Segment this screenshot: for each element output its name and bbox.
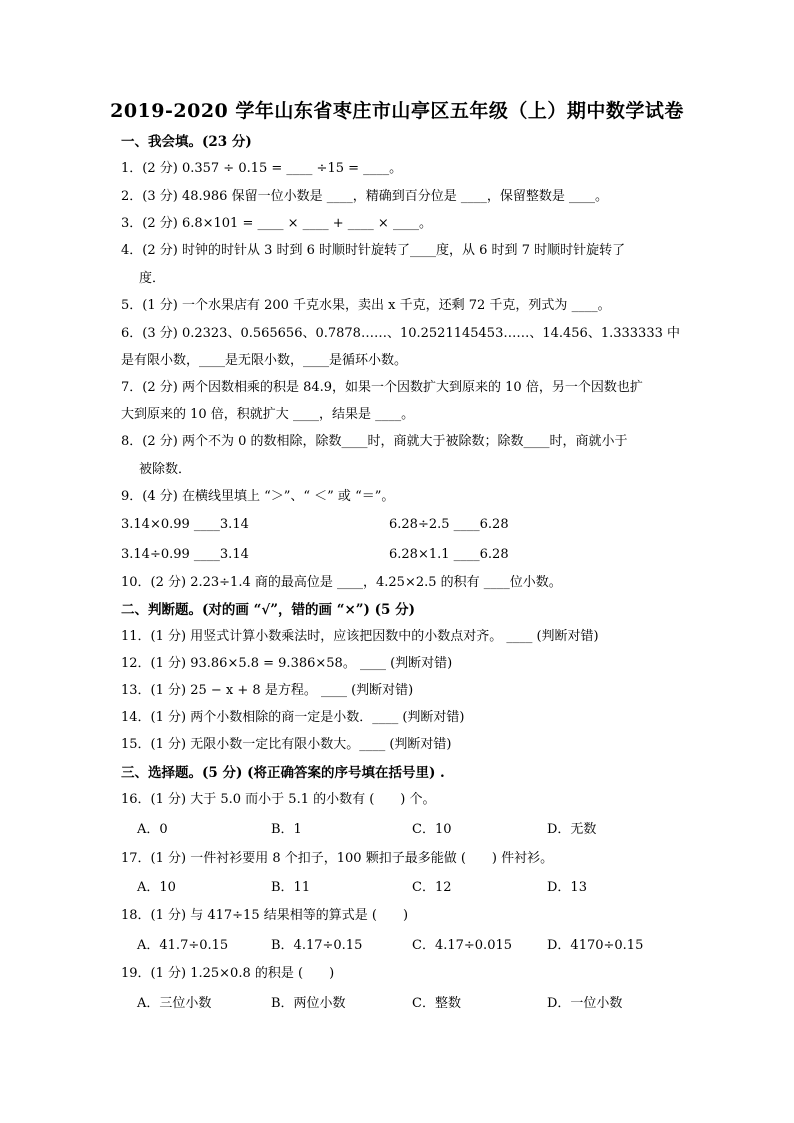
question-15: 15．(1 分) 无限小数一定比有限小数大。____ (判断对错): [121, 737, 452, 752]
question-9-item-2: 6.28÷2.5 ____6.28: [389, 517, 509, 532]
question-5: 5．(1 分) 一个水果店有 200 千克水果，卖出 x 千克，还剩 72 千克，列式为 ____。: [121, 298, 611, 313]
question-16: 16．(1 分) 大于 5.0 而小于 5.1 的小数有 ( ) 个。: [121, 792, 436, 807]
q17-option-d: D．13: [547, 880, 587, 895]
question-13: 13．(1 分) 25 − x + 8 是方程。 ____ (判断对错): [121, 683, 414, 698]
question-9-item-3: 3.14÷0.99 ____3.14: [121, 547, 249, 562]
section-heading-fill: 一、我会填。(23 分): [121, 134, 252, 150]
q18-option-b: B．4.17÷0.15: [271, 938, 363, 953]
exam-title: 2019-2020 学年山东省枣庄市山亭区五年级（上）期中数学试卷: [110, 100, 684, 122]
q16-option-a: A．0: [137, 822, 168, 837]
question-6-continued: 是有限小数，____是无限小数，____是循环小数。: [121, 353, 408, 368]
q17-option-b: B．11: [271, 880, 311, 895]
question-14: 14．(1 分) 两个小数相除的商一定是小数．____ (判断对错): [121, 710, 465, 725]
q16-option-c: C．10: [412, 822, 452, 837]
question-1: 1．(2 分) 0.357 ÷ 0.15 = ____ ÷15 = ____。: [121, 161, 403, 176]
question-8: 8．(2 分) 两个不为 0 的数相除，除数____时，商就大于被除数；除数____时，商就小于: [121, 434, 628, 449]
q19-option-b: B．两位小数: [271, 996, 346, 1011]
q17-option-a: A．10: [137, 880, 176, 895]
question-4: 4．(2 分) 时钟的时针从 3 时到 6 时顺时针旋转了____度，从 6 时到 7 时顺时针旋转了: [121, 243, 626, 258]
question-12: 12．(1 分) 93.86×5.8 = 9.386×58。 ____ (判断对错): [121, 656, 453, 671]
question-19: 19．(1 分) 1.25×0.8 的积是 ( ): [121, 966, 335, 981]
question-7-continued: 大到原来的 10 倍，积就扩大 ____，结果是 ____。: [121, 407, 415, 422]
question-7: 7．(2 分) 两个因数相乘的积是 84.9，如果一个因数扩大到原来的 10 倍，另一个因数也扩: [121, 380, 643, 395]
section-heading-judge: 二、判断题。(对的画 “√”，错的画 “×”) (5 分): [121, 602, 415, 618]
question-6: 6．(3 分) 0.2323、0.565656、0.7878……、10.2521145453……、14.456、1.333333 中: [121, 326, 680, 341]
q17-option-c: C．12: [412, 880, 452, 895]
question-2: 2．(3 分) 48.986 保留一位小数是 ____，精确到百分位是 ____，保留整数是 ____。: [121, 189, 608, 204]
question-9: 9．(4 分) 在横线里填上 “＞”、“ ＜” 或 “＝”。: [121, 489, 395, 504]
q18-option-c: C．4.17÷0.015: [412, 938, 513, 953]
q16-option-d: D．无数: [547, 822, 597, 837]
q19-option-c: C．整数: [412, 996, 461, 1011]
q16-option-b: B．1: [271, 822, 302, 837]
question-9-item-1: 3.14×0.99 ____3.14: [121, 517, 249, 532]
q19-option-d: D．一位小数: [547, 996, 623, 1011]
question-8-continued: 被除数．: [139, 462, 192, 477]
q18-option-d: D．4170÷0.15: [547, 938, 644, 953]
question-9-item-4: 6.28×1.1 ____6.28: [389, 547, 509, 562]
question-11: 11．(1 分) 用竖式计算小数乘法时，应该把因数中的小数点对齐。 ____ (判断对错): [121, 629, 599, 644]
question-3: 3．(2 分) 6.8×101 = ____ × ____ + ____ × ____。: [121, 216, 432, 231]
q19-option-a: A．三位小数: [137, 996, 212, 1011]
q18-option-a: A．41.7÷0.15: [137, 938, 229, 953]
question-17: 17．(1 分) 一件衬衫要用 8 个扣子，100 颗扣子最多能做 ( ) 件衬衫。: [121, 851, 554, 866]
section-heading-choice: 三、选择题。(5 分) (将正确答案的序号填在括号里) .: [121, 765, 445, 781]
question-18: 18．(1 分) 与 417÷15 结果相等的算式是 ( ): [121, 908, 409, 923]
question-4-continued: 度．: [139, 271, 166, 286]
question-10: 10．(2 分) 2.23÷1.4 商的最高位是 ____，4.25×2.5 的积有 ____位小数。: [121, 575, 562, 590]
